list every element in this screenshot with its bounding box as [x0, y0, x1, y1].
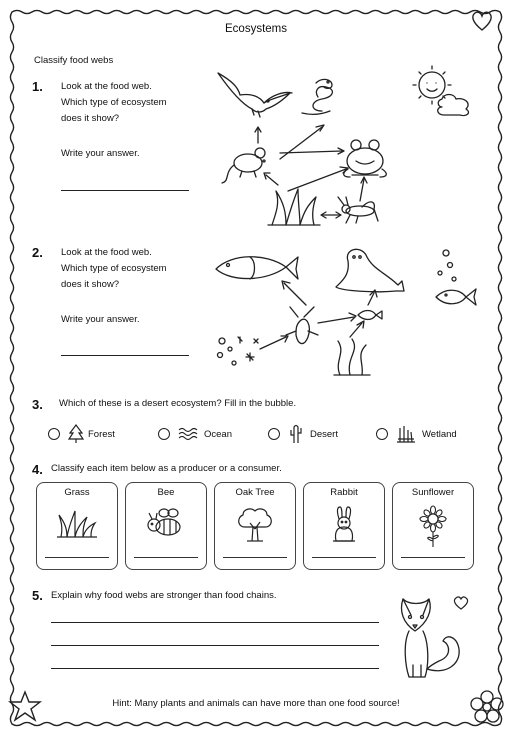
- bubble-desert[interactable]: [268, 428, 280, 440]
- bubble-ocean[interactable]: [158, 428, 170, 440]
- page-title: Ecosystems: [225, 23, 287, 35]
- q2-answer-line[interactable]: [61, 355, 189, 356]
- card-sunflower-answer-line[interactable]: [401, 557, 465, 558]
- card-oak-tree: [214, 482, 296, 570]
- option-forest[interactable]: [48, 424, 115, 444]
- card-rabbit-answer-line[interactable]: [312, 557, 376, 558]
- sunflower-icon: [413, 507, 453, 547]
- rabbit-icon: [324, 507, 364, 545]
- reeds-icon: [396, 424, 416, 444]
- grasshopper-icon: [338, 197, 378, 223]
- card-sunflower-label: Sunflower: [411, 487, 455, 498]
- frog-icon: [344, 140, 387, 177]
- waves-icon: [178, 426, 200, 442]
- q1-number: 1.: [32, 79, 43, 94]
- q1-line3: does it show?: [61, 113, 120, 124]
- option-wetland-label: Wetland: [422, 428, 457, 440]
- q4-text: Classify each item below as a producer or a consumer.: [51, 463, 282, 474]
- fish-icon: [216, 257, 298, 279]
- option-desert[interactable]: [268, 424, 338, 444]
- card-bee-label: Bee: [157, 487, 175, 498]
- q1-text: [61, 79, 211, 127]
- krill-icon: [286, 307, 318, 344]
- option-wetland[interactable]: [376, 424, 457, 444]
- q3-options: [48, 424, 468, 444]
- q5-text: Explain why food webs are stronger than food chains.: [51, 590, 277, 601]
- page-subtitle: Classify food webs: [34, 55, 114, 66]
- q1-prompt: Write your answer.: [61, 148, 140, 159]
- small-fish-icon: [436, 250, 476, 305]
- q1-food-web: [210, 65, 500, 235]
- q2-number: 2.: [32, 245, 43, 260]
- q1-line1: Look at the food web.: [61, 81, 152, 92]
- q4-number: 4.: [32, 462, 43, 477]
- q5-answer-line-1[interactable]: [51, 622, 379, 623]
- q5-answer-line-3[interactable]: [51, 668, 379, 669]
- card-rabbit: [303, 482, 385, 570]
- card-grass-answer-line[interactable]: [45, 557, 109, 558]
- bubble-forest[interactable]: [48, 428, 60, 440]
- option-forest-label: Forest: [88, 428, 115, 440]
- card-grass: [36, 482, 118, 570]
- q1-line2: Which type of ecosystem: [61, 97, 167, 108]
- option-ocean-label: Ocean: [204, 428, 232, 440]
- q2-line2: Which type of ecosystem: [61, 263, 167, 274]
- food-web-arrows: [255, 125, 367, 218]
- hint-text: Hint: Many plants and animals can have more than one food source!: [112, 698, 400, 709]
- card-sunflower: [392, 482, 474, 570]
- cactus-icon: [288, 424, 304, 444]
- grass-icon: [57, 507, 97, 539]
- q5-number: 5.: [32, 588, 43, 603]
- plankton-icon: [218, 337, 259, 365]
- q5-answer-line-2[interactable]: [51, 645, 379, 646]
- q2-line1: Look at the food web.: [61, 247, 152, 258]
- bee-icon: [146, 507, 186, 539]
- card-oak-tree-answer-line[interactable]: [223, 557, 287, 558]
- q1-answer-line[interactable]: [61, 190, 189, 191]
- card-bee: [125, 482, 207, 570]
- eagle-icon: [218, 73, 292, 117]
- mouse-icon: [222, 148, 265, 183]
- bubble-wetland[interactable]: [376, 428, 388, 440]
- tree-icon: [235, 507, 275, 543]
- seaweed-icon: [334, 339, 370, 375]
- option-ocean[interactable]: [158, 424, 232, 444]
- card-oak-tree-label: Oak Tree: [235, 487, 275, 498]
- sun-cloud-icon: [413, 66, 468, 116]
- card-rabbit-label: Rabbit: [330, 487, 358, 498]
- grass-icon: [268, 189, 320, 225]
- q3-text: Which of these is a desert ecosystem? Fill in the bubble.: [59, 398, 297, 409]
- option-desert-label: Desert: [310, 428, 338, 440]
- pine-tree-icon: [68, 424, 84, 444]
- card-bee-answer-line[interactable]: [134, 557, 198, 558]
- snake-icon: [302, 79, 332, 114]
- small-heart-icon: [452, 595, 470, 611]
- q2-prompt: Write your answer.: [61, 314, 140, 325]
- q2-text: [61, 245, 211, 293]
- tiny-fish-icon: [358, 311, 382, 320]
- q3-number: 3.: [32, 397, 43, 412]
- q2-food-web: [210, 245, 500, 385]
- q2-line3: does it show?: [61, 279, 120, 290]
- card-grass-label: Grass: [64, 487, 90, 498]
- seal-icon: [336, 249, 404, 291]
